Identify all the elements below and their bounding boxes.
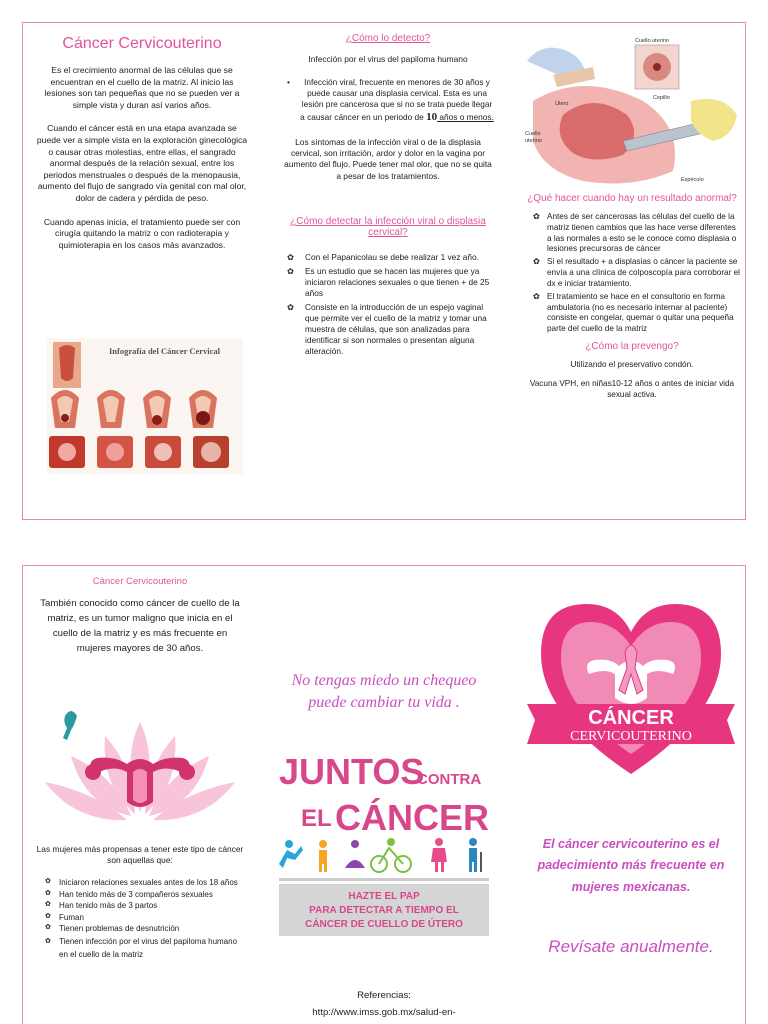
el-word: EL [301,805,332,832]
section-title: Cáncer Cervicouterino [92,576,188,587]
advanced-stage-paragraph: Cuando el cáncer está en una etapa avanzada se puede ver a simple vista en la exploración ginecológica o causar otras molestias, entre ellas, el sangrado anormal después de la relación sexual, entre los periodos menstruales o después de la menopausia, aumento del flujo de sangrado vía genital con mal olor, dolor de cadera y pérdida de peso. [36,123,248,203]
brochure-inside-panel [22,22,746,520]
symptoms-paragraph: Los síntomas de la infección viral o de la displasia cervical, son irritación, ardor y dolor en la vagina por aumento del flujo. Puede tener mal olor, que no se quita a pesar de los tratamientos. [284,136,492,181]
flower-bullet-icon: ✿ [533,291,540,301]
references-label: Referencias: [357,990,411,1001]
cover-tagline: El cáncer cervicouterino es el padecimiento más frecuente en mujeres mexicanas. [537,837,725,894]
abnormal-result-heading: ¿Qué hacer cuando hay un resultado anormal? [527,193,737,204]
abnormal-list [523,212,741,335]
risk-lead-text: Las mujeres más propensas a tener este tipo de cáncer son aquellas que: [36,844,244,866]
risk-factors-list [45,878,245,964]
label-utero: Útero [555,101,569,107]
logo-cervicouterino-word: CERVICOUTERINO [570,729,692,744]
column-detection [281,23,495,519]
cancer-word: CÁNCER [335,797,490,838]
flower-bullet-icon: ✿ [45,901,51,909]
brochure-outside-panel [22,565,746,1024]
intro-paragraph: También conocido como cáncer de cuello de la matriz, es un tumor maligno que inicia en el cuello de la matriz y es más frecuente en mujeres mayores de 30 años. [40,598,240,654]
cervical-cancer-infographic [47,338,243,474]
treatment-paragraph: Cuando apenas inicia, el tratamiento puede ser con cirugía quitando la matriz o con radioterapia y quimioterapia en los casos más avanzados. [43,216,241,250]
column-risk-factors [31,566,249,1024]
flower-bullet-icon: ✿ [287,301,294,312]
list-item: ✿ Con el Papanicolau se debe realizar 1 vez año. [287,252,479,263]
definition-paragraph: Es el crecimiento anormal de las células que se encuentran en el cuello de la matriz. Al inicio las lesiones son tan pequeñas que no se pueden ver a simple vista y duran así varios años. [44,65,240,110]
list-item: ✿ Tienen infección por el virus del papiloma humano en el cuello de la matriz [45,936,238,959]
juntos-word: JUNTOS [279,751,425,792]
detection-list [281,252,495,356]
pap-smear-illustration [523,31,741,189]
slogan-text: No tengas miedo un chequeo puede cambiar tu vida . [291,672,477,712]
how-detect-infection-heading: ¿Cómo detectar la infección viral o displasia cervical? [290,216,486,239]
banner-line-2: PARA DETECTAR A TIEMPO EL [309,905,459,916]
banner-line-3: CÁNCER DE CUELLO DE ÚTERO [305,919,463,930]
cause-text: Infección por el virus del papiloma humano [308,54,468,64]
column-cover [519,566,743,1024]
hpv-bullet-list [281,77,495,124]
list-item: ✿ Han tenido más de 3 partos [45,901,158,911]
logo-cancer-word: CÁNCER [588,707,674,729]
bullet-dot-icon: • [287,77,290,88]
label-cuello-uterino-2: Cuello [525,131,541,137]
label-especulo: Espéculo [681,177,704,183]
list-item: ✿ El tratamiento se hace en el consultorio en forma ambulatoria (no es necesario internar al paciente) consiste en congelar, quemar o quitar una pequeña parte del cuello de la matriz [533,291,734,334]
label-cepillo: Cepillo [653,95,670,101]
label-cuello-uterino: Cuello uterino [635,38,669,44]
list-item: ✿ Tienen problemas de desnutrición [45,924,180,934]
svg-text:uterino: uterino [525,138,542,144]
list-item: ✿ Iniciaron relaciones sexuales antes de los 18 años [45,878,238,887]
column-abnormal-result [523,23,741,519]
prevention-heading: ¿Cómo la prevengo? [585,341,679,353]
prevention-vaccine: Vacuna VPH, en niñas10-12 años o antes de iniciar vida sexual activa. [529,378,735,399]
list-item: ✿ Si el resultado + a displasias o cáncer la paciente se envía a una clínica de colposcopía para corroborar el dx e iniciar tratamiento. [533,257,740,288]
highlight-number: 10 [426,111,438,124]
flower-bullet-icon: ✿ [45,924,51,932]
flower-bullet-icon: ✿ [533,212,540,221]
flower-bullet-icon: ✿ [287,252,294,263]
flower-bullet-icon: ✿ [45,889,51,897]
juntos-contra-el-cancer-graphic [273,744,495,940]
flower-bullet-icon: ✿ [533,257,540,267]
heart-ribbon-logo [521,594,741,782]
annual-checkup-text: Revísate anualmente. [548,937,714,956]
prevention-condom: Utilizando el preservativo condón. [570,360,694,370]
infographic-caption: Infografía del Cáncer Cervical [109,346,221,356]
column-campaign [273,566,495,1024]
infographic-image [47,338,243,474]
activity-people-icons [279,838,482,872]
flower-bullet-icon: ✿ [45,878,51,885]
list-item: • Infección viral, frecuente en menores de 30 años y puede causar una displasia cervical. Esta es una lesión pre cancerosa que si no se trata puede llegar a causar cáncer en un periodo de 10 años o menos. [287,77,494,124]
banner-line-1: HAZTE EL PAP [348,891,420,902]
flower-bullet-icon: ✿ [287,265,294,276]
flower-bullet-icon: ✿ [45,912,51,920]
contra-word: CONTRA [417,771,482,788]
how-detect-heading: ¿Cómo lo detecto? [345,33,431,44]
list-item: ✿ Es un estudio que se hacen las mujeres que ya iniciaron relaciones sexuales o que tienen + de 25 años [287,265,490,298]
list-item: ✿ Fuman [45,912,84,922]
column-definition [31,23,253,519]
lotus-uterus-illustration [35,702,245,832]
list-item: ✿ Antes de ser cancerosas las células del cuello de la matriz tienen cambios que las hace verse diferentes a las normales a esto se le conoce como displasia o lesiones precursoras de cáncer [533,212,737,254]
list-item: ✿ Han tenido más de 3 compañeros sexuales [45,889,213,899]
abnormal-section [523,189,741,401]
section-title: Cáncer Cervicouterino [62,35,222,52]
references-link[interactable]: http://www.imss.gob.mx/salud-en- [312,1007,456,1018]
list-item: ✿ Consiste en la introducción de un espejo vaginal que permite ver el cuello de la matriz y tomar una muestra de células, que son analizadas para identificar si son normales o presentan alguna alteración. [287,301,487,356]
flower-bullet-icon: ✿ [45,937,51,945]
